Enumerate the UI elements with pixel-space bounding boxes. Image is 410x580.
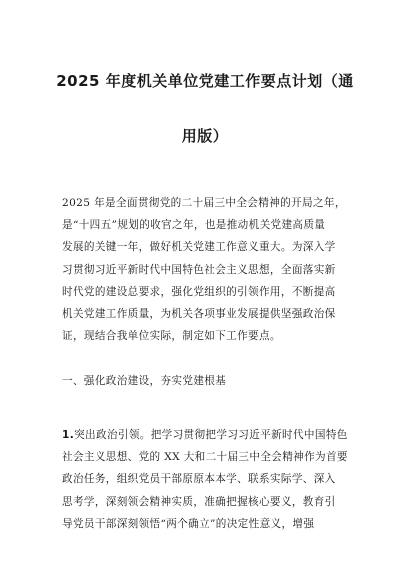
document-title-line-2: 用版） <box>181 127 229 145</box>
item-1-line: 导党员干部深刻领悟“两个确立”的决定性意义，增强 <box>62 517 315 530</box>
item-1-first-line <box>62 424 362 446</box>
item-1-line: 政治任务，组织党员干部原原本本学、联系实际学、深入 <box>62 473 336 486</box>
intro-line: 习贯彻习近平新时代中国特色社会主义思想，全面落实新 <box>62 263 336 276</box>
item-number: 1. <box>62 429 75 441</box>
intro-line: 证，现结合我单位实际，制定如下工作要点。 <box>62 330 281 343</box>
item-1-line: 社会主义思想、党的 XX 大和二十届三中全会精神作为首要 <box>62 451 348 464</box>
document-title-line-1: 2025 年度机关单位党建工作要点计划（通 <box>56 72 354 90</box>
intro-line: 2025 年是全面贯彻党的二十届三中全会精神的开局之年， <box>62 197 346 209</box>
intro-line: 机关党建工作质量，为机关各项事业发展提供坚强政治保 <box>62 307 336 320</box>
intro-paragraph <box>62 192 362 347</box>
intro-line: 发展的关键一年，做好机关党建工作意义重大。为深入学 <box>62 241 336 254</box>
item-1-first-line-text: 突出政治引领。把学习贯彻把学习习近平新时代中国特色 <box>74 429 348 441</box>
item-1-line: 思考学，深刻领会精神实质，准确把握核心要义，教育引 <box>62 495 336 508</box>
intro-line: 时代党的建设总要求，强化党组织的引领作用，不断提高 <box>62 285 336 298</box>
section-heading: 一、强化政治建设，夯实党建根基 <box>62 375 227 387</box>
intro-line: 是“十四五”规划的收官之年，也是推动机关党建高质量 <box>62 219 326 232</box>
item-1-paragraph <box>62 424 362 535</box>
